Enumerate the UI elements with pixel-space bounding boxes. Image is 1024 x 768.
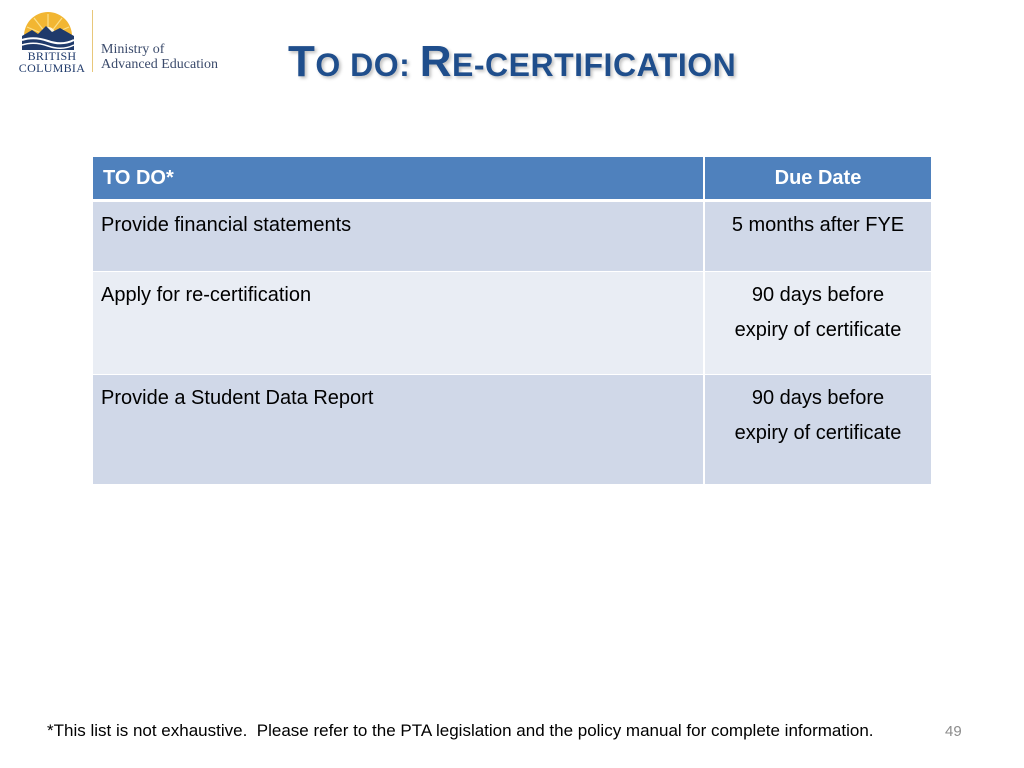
table-header-row xyxy=(93,157,931,201)
bc-sun-mountain-icon xyxy=(20,10,76,50)
bc-line-1: BRITISH xyxy=(27,49,77,63)
ministry-name xyxy=(101,42,218,72)
task-cell: Apply for re-certification xyxy=(93,272,704,375)
due-line-1: 90 days before xyxy=(751,284,885,306)
due-date-cell xyxy=(704,201,931,272)
title-cap-2: R xyxy=(419,37,452,86)
due-date-cell xyxy=(704,375,931,485)
title-rest-2: E-CERTIFICATION xyxy=(452,47,737,83)
bc-ministry-logo xyxy=(12,8,232,78)
table-row xyxy=(93,201,931,272)
slide-title xyxy=(288,32,736,95)
page-number: 49 xyxy=(945,723,962,740)
british-columbia-wordmark xyxy=(12,50,92,74)
due-line-1: 5 months after FYE xyxy=(731,214,905,236)
bc-line-2: COLUMBIA xyxy=(18,61,86,75)
todo-table xyxy=(93,157,931,485)
task-cell: Provide a Student Data Report xyxy=(93,375,704,485)
table-row xyxy=(93,375,931,485)
title-rest-1: O DO: xyxy=(315,47,420,83)
logo-divider xyxy=(92,10,93,72)
due-line-2: expiry of certificate xyxy=(734,422,902,444)
header-due-date: Due Date xyxy=(704,157,931,201)
due-line-2: expiry of certificate xyxy=(734,319,902,341)
title-cap-1: T xyxy=(288,37,316,86)
footnote: *This list is not exhaustive. Please refer to the PTA legislation and the policy manual for complete information. xyxy=(47,721,874,740)
task-cell: Provide financial statements xyxy=(93,201,704,272)
ministry-line-2: Advanced Education xyxy=(101,57,219,72)
table-row xyxy=(93,272,931,375)
due-line-1: 90 days before xyxy=(751,387,885,409)
ministry-line-1: Ministry of xyxy=(101,42,165,57)
header-todo: TO DO* xyxy=(93,157,704,201)
due-date-cell xyxy=(704,272,931,375)
